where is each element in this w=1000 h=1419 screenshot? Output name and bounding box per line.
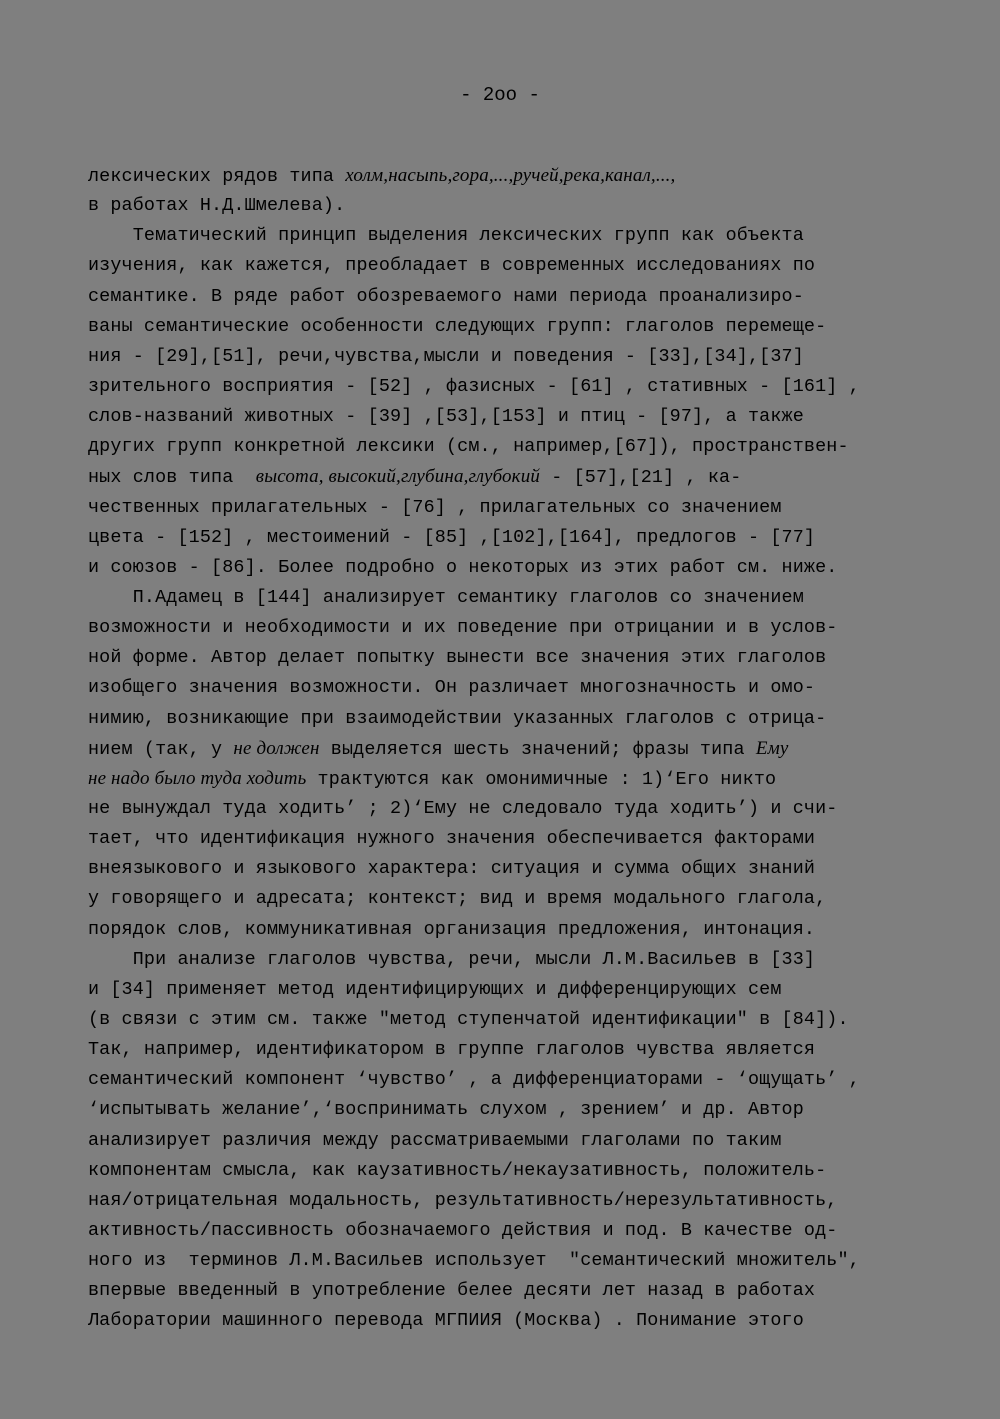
text-segment: и союзов - [86]. Более подробно о некоторых из этих работ см. ниже. — [88, 556, 838, 578]
text-segment: ная/отрицательная модальность, результативность/нерезультативность, — [88, 1189, 838, 1211]
text-segment: анализирует различия между рассматриваемыми глаголами по таким — [88, 1129, 782, 1151]
body-text — [88, 161, 928, 1336]
text-line — [88, 975, 928, 1005]
text-line — [88, 673, 928, 703]
text-segment: ‘испытывать желание’,‘воспринимать слухом , зрением’ и др. Автор — [88, 1099, 804, 1121]
text-line — [88, 523, 928, 553]
text-segment: Так, например, идентификатором в группе глаголов чувства является — [88, 1039, 816, 1061]
text-segment: нием (так, у — [88, 738, 234, 760]
text-segment: у говорящего и адресата; контекст; вид и время модального глагола, — [88, 888, 827, 910]
text-segment: Лаборатории машинного перевода МГПИИЯ (Москва) . Понимание этого — [88, 1310, 804, 1332]
text-segment: - [57],[21] , ка- — [540, 467, 742, 489]
text-segment: семантический компонент ‘чувство’ , а дифференциаторами - ‘ощущать’ , — [88, 1069, 860, 1091]
text-line — [88, 1246, 928, 1276]
text-segment: нимию, возникающие при взаимодействии указанных глаголов с отрица- — [88, 707, 827, 729]
text-line — [88, 1065, 928, 1095]
text-line — [88, 312, 928, 342]
text-segment: не вынуждал туда ходить’ ; 2)‘Ему не следовало туда ходить’) и счи- — [88, 797, 838, 819]
text-segment: ного из терминов Л.М.Васильев использует "семантический множитель", — [88, 1250, 860, 1272]
text-segment: и [34] применяет метод идентифицирующих и дифференцирующих сем — [88, 978, 782, 1000]
text-segment: изучения, как кажется, преобладает в современных исследованиях по — [88, 255, 816, 277]
text-segment: внеязыкового и языкового характера: ситуация и сумма общих знаний — [88, 858, 816, 880]
text-line — [88, 764, 928, 794]
text-line — [88, 915, 928, 945]
text-line — [88, 1186, 928, 1216]
text-segment: трактуются как омонимичные : 1)‘Его никто — [306, 768, 777, 790]
text-line — [88, 1005, 928, 1035]
text-line — [88, 613, 928, 643]
text-segment: (в связи с этим см. также "метод ступенчатой идентификации" в [84]). — [88, 1008, 849, 1030]
text-line — [88, 462, 928, 492]
text-segment: При анализе глаголов чувства, речи, мысли Л.М.Васильев в [33] — [88, 948, 816, 970]
text-line — [88, 251, 928, 281]
text-segment: лексических рядов типа — [88, 166, 346, 187]
text-line — [88, 1156, 928, 1186]
text-line — [88, 1306, 928, 1336]
text-segment: цвета - [152] , местоимений - [85] ,[102],[164], предлогов - [77] — [88, 526, 816, 548]
italic-text-segment: Ему — [755, 737, 789, 759]
text-line — [88, 1126, 928, 1156]
text-segment: П.Адамец в [144] анализирует семантику глаголов со значением — [88, 586, 804, 608]
italic-text-segment: холм,насыпь,гора,...,ручей,река,канал,..., — [345, 165, 676, 186]
text-segment: ния - [29],[51], речи,чувства,мысли и поведения - [33],[34],[37] — [88, 345, 804, 367]
text-segment: тает, что идентификация нужного значения обеспечивается факторами — [88, 828, 816, 850]
text-line — [88, 734, 928, 764]
text-segment: ных слов типа — [88, 467, 256, 489]
text-line — [88, 1095, 928, 1125]
text-line — [88, 884, 928, 914]
page-number: - 2oo - — [460, 84, 540, 106]
text-segment: семантике. В ряде работ обозреваемого нами периода проанализиро- — [88, 285, 804, 307]
text-line — [88, 945, 928, 975]
text-segment: слов-названий животных - [39] ,[53],[153] и птиц - [97], а также — [88, 406, 804, 428]
text-line — [88, 282, 928, 312]
text-line — [88, 402, 928, 432]
text-segment: впервые введенный в употребление белее десяти лет назад в работах — [88, 1280, 816, 1302]
text-segment: выделяется шесть значений; фразы типа — [319, 738, 756, 760]
text-line — [88, 161, 928, 191]
text-line — [88, 191, 928, 221]
text-line — [88, 794, 928, 824]
text-line — [88, 372, 928, 402]
text-line — [88, 583, 928, 613]
italic-text-segment: не должен — [233, 737, 320, 759]
text-segment: компонентам смысла, как каузативность/некаузативность, положитель- — [88, 1159, 827, 1181]
text-line — [88, 1035, 928, 1065]
text-line — [88, 1216, 928, 1246]
text-line — [88, 1276, 928, 1306]
text-line — [88, 221, 928, 251]
text-line — [88, 432, 928, 462]
text-segment: активность/пассивность обозначаемого действия и под. В качестве од- — [88, 1219, 838, 1241]
text-line — [88, 824, 928, 854]
text-line — [88, 553, 928, 583]
text-segment: других групп конкретной лексики (см., например,[67]), пространствен- — [88, 436, 849, 458]
text-segment: ной форме. Автор делает попытку вынести все значения этих глаголов — [88, 647, 827, 669]
text-line — [88, 643, 928, 673]
text-segment: в работах Н.Д.Шмелева). — [88, 195, 346, 217]
text-line — [88, 342, 928, 372]
text-line — [88, 854, 928, 884]
text-segment: изобщего значения возможности. Он различает многозначность и омо- — [88, 677, 816, 699]
text-segment: возможности и необходимости и их поведение при отрицании и в услов- — [88, 617, 838, 639]
italic-text-segment: высота, высокий,глубина,глубокий — [255, 466, 541, 488]
text-segment: зрительного восприятия - [52] , фазисных - [61] , стативных - [161] , — [88, 375, 860, 397]
text-segment: чественных прилагательных - [76] , прилагательных со значением — [88, 496, 782, 518]
text-segment: порядок слов, коммуникативная организация предложения, интонация. — [88, 918, 816, 940]
text-segment: Тематический принцип выделения лексических групп как объекта — [88, 225, 804, 247]
text-line — [88, 493, 928, 523]
text-line — [88, 704, 928, 734]
text-segment: ваны семантические особенности следующих групп: глаголов перемеще- — [88, 315, 827, 337]
italic-text-segment: не надо было туда ходить — [88, 767, 307, 789]
